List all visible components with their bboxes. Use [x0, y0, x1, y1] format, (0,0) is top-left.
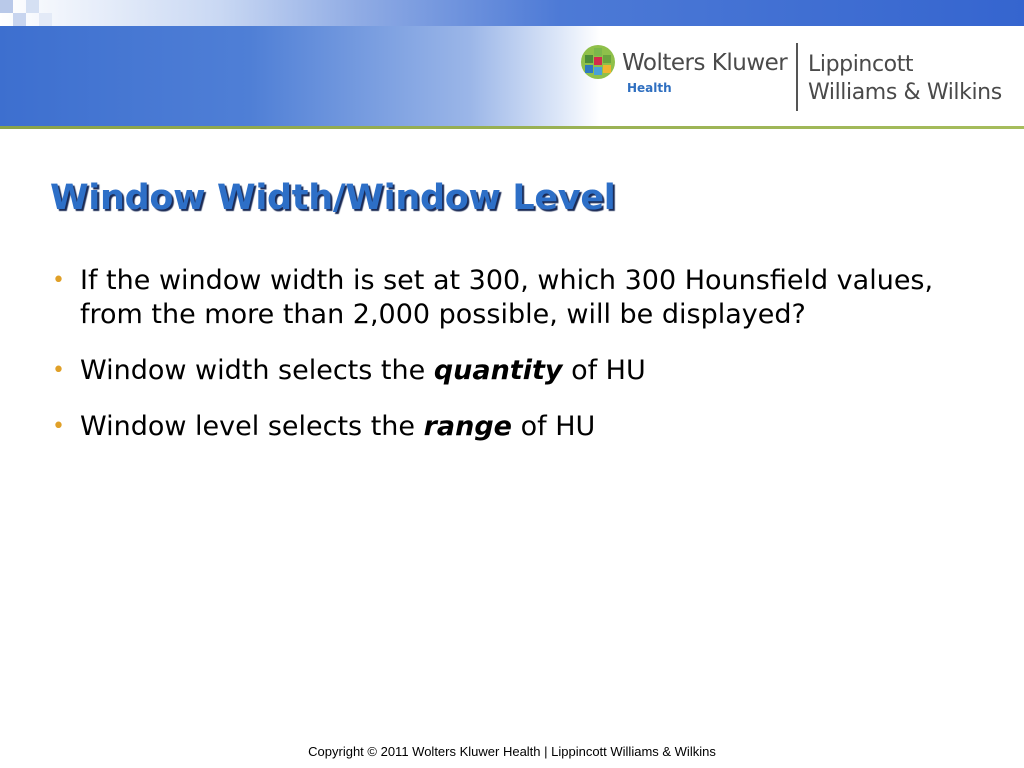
- slide-title: Window Width/Window Level: [50, 178, 616, 218]
- logo-mark-icon: [580, 44, 616, 80]
- bullet-emphasis: range: [423, 411, 512, 442]
- bullet-item: [52, 264, 982, 332]
- bullet-item: [52, 410, 982, 444]
- logo-partner-line-2: Williams & Wilkins: [808, 80, 1002, 105]
- bullet-item: [52, 354, 982, 388]
- footer-copyright: [0, 744, 1024, 759]
- logo-sub-name: Health: [627, 81, 672, 95]
- bullet-text: Window level selects the: [80, 411, 424, 442]
- header-top-strip: [0, 0, 1024, 26]
- header-rule: [0, 126, 1024, 129]
- logo-divider: [796, 43, 798, 111]
- publisher-logo: [580, 40, 1020, 114]
- footer-copyright-text: Copyright © 2011 Wolters Kluwer Health | Lippincott Williams & Wilkins: [308, 744, 716, 759]
- header-decorative-squares: [0, 0, 60, 26]
- bullet-text: If the window width is set at 300, which 300 Hounsfield values, from the more than 2,000 possible, will be displayed?: [80, 265, 934, 330]
- bullet-marker-icon: •: [52, 358, 65, 383]
- bullet-text-after: of HU: [512, 411, 596, 442]
- bullet-marker-icon: •: [52, 268, 65, 293]
- bullet-text-after: of HU: [562, 355, 646, 386]
- bullet-marker-icon: •: [52, 414, 65, 439]
- bullet-list: [52, 264, 982, 466]
- logo-primary-name: Wolters Kluwer: [622, 50, 788, 76]
- bullet-text: Window width selects the: [80, 355, 434, 386]
- bullet-emphasis: quantity: [433, 355, 563, 386]
- logo-partner-line-1: Lippincott: [808, 52, 914, 77]
